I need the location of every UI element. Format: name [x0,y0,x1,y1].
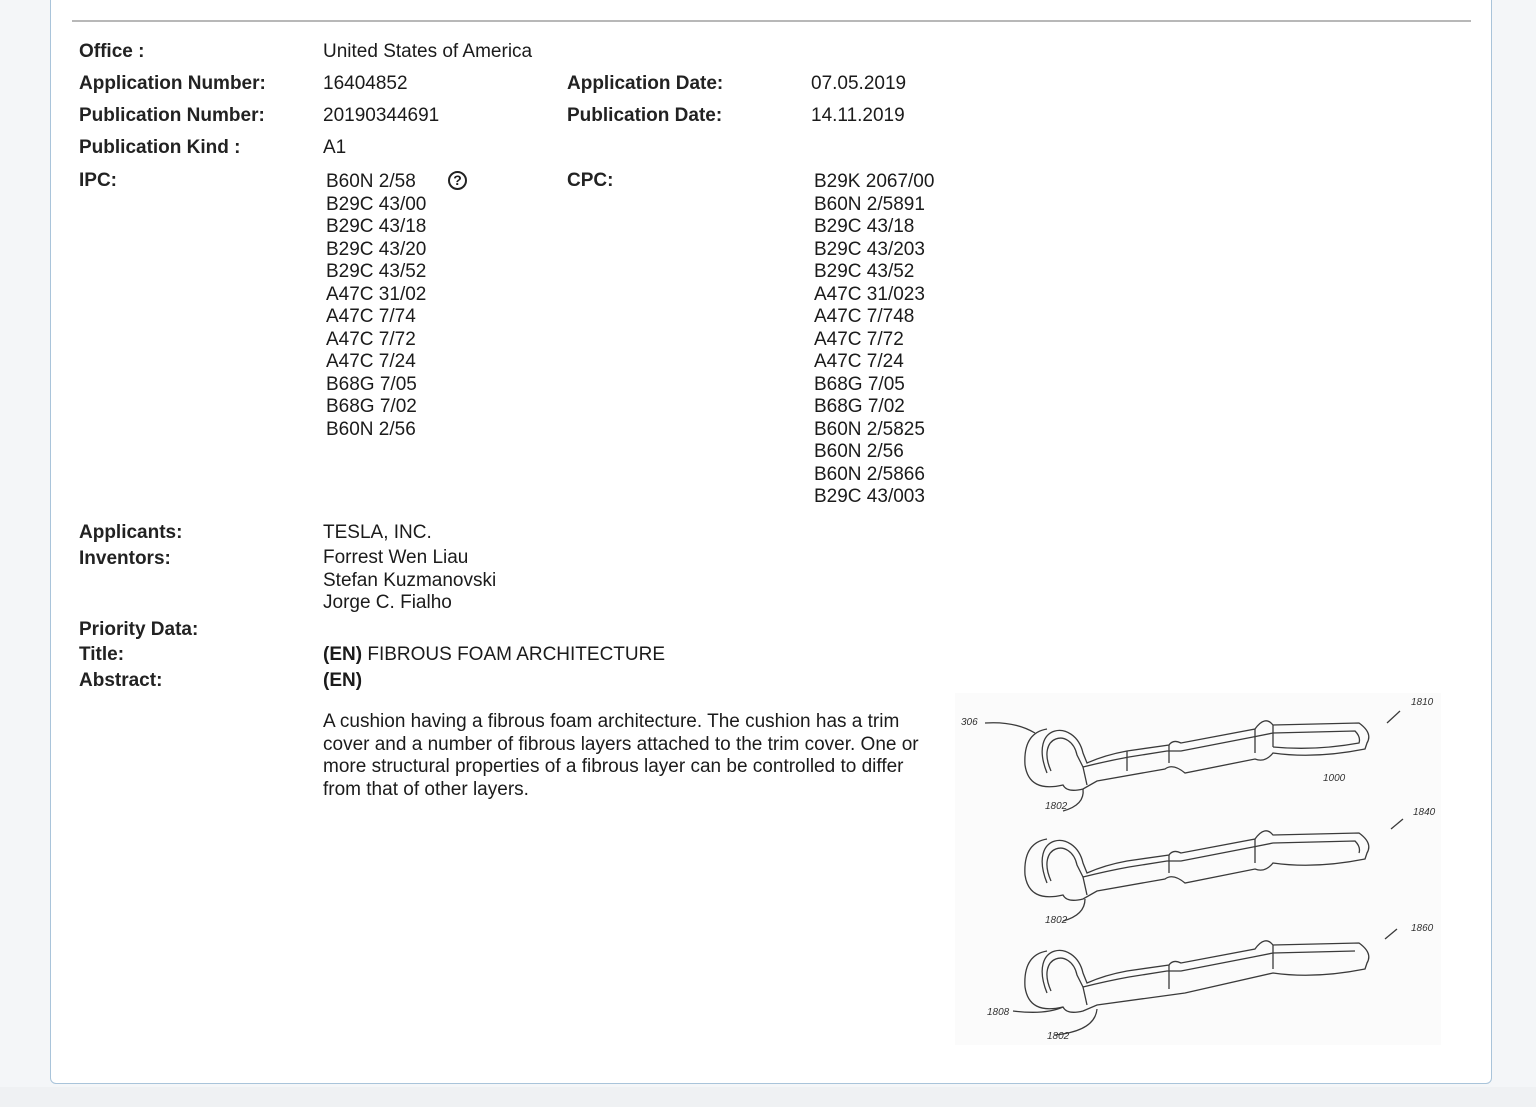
ipc-code[interactable]: B29C 43/18 [326,216,427,237]
abstract-text: A cushion having a fibrous foam architecture. The cushion has a trim cover and a number of fibrous layers attached to the trim cover. One or more structural properties of a fibrous layer can be controlled to differ from that of other layers. [323,711,919,800]
publication-kind-value: A1 [323,137,347,158]
cpc-code[interactable]: B60N 2/5825 [814,418,925,440]
cpc-code[interactable]: B29C 43/003 [814,486,925,507]
application-date-label: Application Date: [567,73,724,94]
ipc-help-icon[interactable]: ? [448,171,467,190]
drawing-ref-306: 306 [961,717,978,728]
header-divider [72,20,1471,22]
patent-drawing[interactable] [955,693,1441,1045]
cpc-code[interactable]: B68G 7/02 [814,396,905,417]
drawing-ref-1802-b: 1802 [1045,915,1068,926]
cpc-code[interactable]: B29C 43/52 [814,261,915,282]
ipc-code[interactable]: B60N 2/58 [326,171,416,192]
title-value [323,644,665,666]
cpc-code[interactable]: B60N 2/5866 [814,463,925,485]
ipc-code[interactable]: A47C 7/72 [326,328,416,350]
ipc-code[interactable]: A47C 31/02 [326,283,427,305]
publication-date-label: Publication Date: [567,105,723,126]
drawing-ref-1802-a: 1802 [1045,801,1068,812]
cpc-code[interactable]: B60N 2/56 [814,441,904,462]
publication-number-label: Publication Number: [79,105,265,126]
cpc-code[interactable]: A47C 7/24 [814,351,904,372]
cushion-drawing-figure [955,693,1441,1045]
application-number-label: Application Number: [79,73,266,94]
inventors-label: Inventors: [79,548,171,569]
ipc-label: IPC: [79,170,117,191]
cushion-figure-2 [1025,819,1403,921]
cpc-code[interactable]: B29C 43/203 [814,238,925,260]
cpc-code[interactable]: A47C 7/748 [814,306,915,327]
ipc-code[interactable]: B60N 2/56 [326,418,416,440]
ipc-code[interactable]: B29C 43/00 [326,193,427,215]
abstract-language: (EN) [323,670,363,691]
cpc-list [814,171,934,509]
priority-data-label: Priority Data: [79,619,199,640]
drawing-ref-1860: 1860 [1411,923,1434,934]
application-date-value: 07.05.2019 [811,73,907,94]
title-text: FIBROUS FOAM ARCHITECTURE [367,644,666,665]
publication-date-value: 14.11.2019 [811,105,905,126]
office-value: United States of America [323,41,533,62]
publication-kind-label: Publication Kind : [79,137,241,158]
office-label: Office : [79,41,145,62]
ipc-list [326,171,426,441]
applicants-label: Applicants: [79,522,183,543]
cpc-code[interactable]: B60N 2/5891 [814,193,925,215]
drawing-ref-1808: 1808 [987,1007,1010,1018]
ipc-code[interactable]: B29C 43/20 [326,238,427,260]
ipc-code[interactable]: B68G 7/05 [326,373,417,395]
cpc-label: CPC: [567,170,614,191]
ipc-code[interactable]: A47C 7/24 [326,351,416,372]
cpc-code[interactable]: B68G 7/05 [814,373,905,395]
cpc-code[interactable]: A47C 31/023 [814,283,925,305]
ipc-code[interactable]: B29C 43/52 [326,261,427,282]
cpc-code[interactable]: B29C 43/18 [814,216,915,237]
abstract-label: Abstract: [79,670,163,691]
publication-number-value: 20190344691 [323,105,440,126]
drawing-ref-1000: 1000 [1323,773,1346,784]
inventor-name[interactable]: Forrest Wen Liau [323,547,469,568]
applicant-name[interactable]: TESLA, INC. [323,522,432,543]
drawing-ref-1840: 1840 [1413,807,1436,818]
title-label: Title: [79,644,125,665]
cpc-code[interactable]: A47C 7/72 [814,328,904,350]
ipc-code[interactable]: B68G 7/02 [326,396,417,417]
page-bottom-strip [0,1087,1536,1107]
drawing-ref-1810: 1810 [1411,697,1434,708]
inventor-name[interactable]: Jorge C. Fialho [323,592,452,613]
ipc-code[interactable]: A47C 7/74 [326,306,416,327]
cpc-code[interactable]: B29K 2067/00 [814,171,935,192]
inventor-name[interactable]: Stefan Kuzmanovski [323,569,497,591]
inventors-list [323,547,496,615]
title-language: (EN) [323,644,363,665]
cushion-figure-3 [1013,929,1397,1035]
application-number-value: 16404852 [323,73,408,94]
cushion-figure-1 [985,711,1400,811]
drawing-ref-1802-c: 1802 [1047,1031,1070,1042]
